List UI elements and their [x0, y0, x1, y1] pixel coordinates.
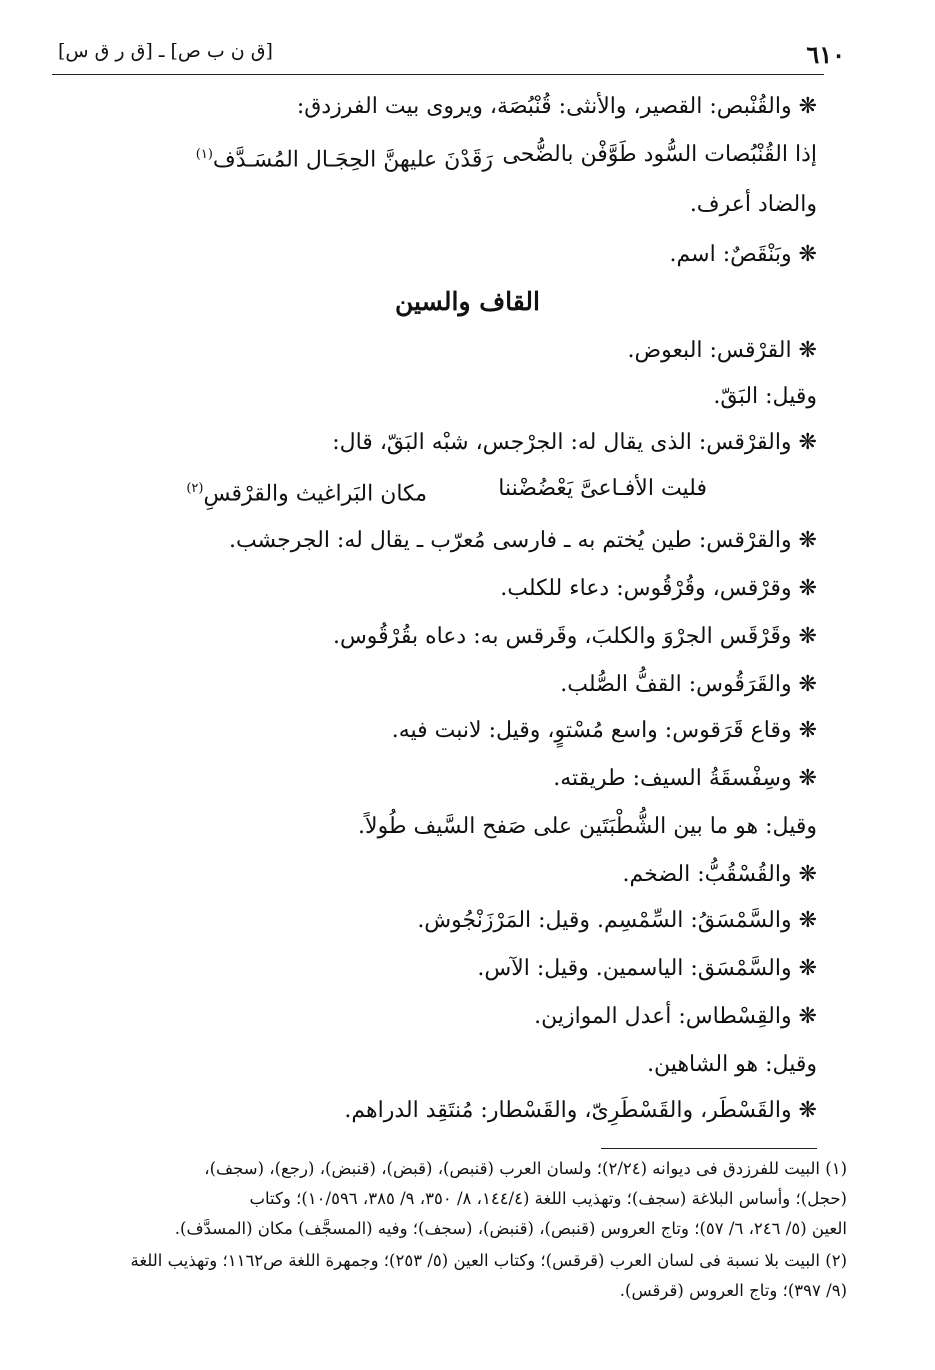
- footnote-1-line-2: (حجل)؛ وأساس البلاغة (سجف)؛ وتهذيب اللغة (١٤٤/٤، ٨/ ٣٥٠، ٩/ ٣٨٥، ١٠/٥٩٦)؛ وكتاب: [249, 1189, 847, 1208]
- section-heading: القاف والسين: [395, 287, 540, 316]
- verse-2-second-text: مكان البَراغيث والقرْقسِ: [203, 481, 427, 507]
- entry-qusqubb: ❋ والقُسْقُبُّ: الضخم.: [622, 862, 817, 887]
- footnote-1-line-3: العين (٥/ ٢٤٦، ٦/ ٥٧)؛ وتاج العروس (قنبص)، (قنبض)، (سجف)؛ وفيه (المسجَّف) مكان (المسدَّف).: [174, 1219, 847, 1238]
- entry-sifsiqa: ❋ وسِفْسقَةُ السيف: طريقته.: [553, 766, 817, 791]
- footnote-1-line-1: (١) البيت للفرزدق فى ديوانه (٢/٢٤)؛ ولسان العرب (قنبص)، (قبض)، (قنبض)، (رجع)، (سجف)،: [204, 1159, 847, 1178]
- running-title: [ق ن ب ص] ـ [ق ر ق س]: [58, 40, 273, 62]
- entry-qunbus: ❋ والقُنْبص: القصير، والأنثى: قُنْبُصَة، ويروى بيت الفرزدق:: [296, 94, 817, 119]
- footnote-marker-1: (١): [195, 147, 213, 162]
- entry-qirqis-1: ❋ القرْقس: البعوض.: [627, 338, 817, 363]
- footnote-2-line-1: (٢) البيت بلا نسبة فى لسان العرب (قرقس)؛ وكتاب العين (٥/ ٢٥٣)؛ وجمهرة اللغة ص١١٦٢؛ وتهذيب اللغة: [130, 1251, 847, 1270]
- entry-qaraqus: ❋ والقَرَقُوس: القفُّ الصُّلب.: [560, 672, 817, 697]
- entry-qistas-alt: وقيل: هو الشاهين.: [647, 1052, 817, 1077]
- entry-samsaq-2: ❋ والسَّمْسَق: الياسمين. وقيل: الآس.: [477, 956, 817, 981]
- header-rule: [52, 74, 824, 75]
- footnote-marker-2: (٢): [186, 481, 204, 496]
- page-number: ٦١٠: [806, 40, 845, 69]
- entry-qa-qaraqus: ❋ وقاع قَرَقوس: واسع مُسْتوٍ، وقيل: لانبت فيه.: [391, 718, 817, 743]
- entry-qarqasa: ❋ وقَرْقَس الجرْوَ والكلبَ، وقَرقس به: دعاه بقُرْقُوس.: [332, 624, 817, 649]
- verse-1-first-hemistich: إذا القُنْبُصات السُّود طَوَّفْن بالضُّحى: [502, 142, 817, 167]
- entry-banqas: ❋ وبَنْقَصٌ: اسم.: [669, 242, 817, 267]
- verse-2-first-hemistich: فليت الأفـاعىَّ يَعْضُضْننا: [498, 476, 707, 501]
- entry-qistas: ❋ والقِسْطاس: أعدل الموازين.: [534, 1004, 817, 1029]
- entry-samsaq-1: ❋ والسَّمْسَقُ: السِّمْسِم. وقيل: المَرْزَنْجُوش.: [417, 908, 817, 933]
- entry-qirqis-1-alt: وقيل: البَقّ.: [713, 384, 817, 409]
- entry-sifsiqa-alt: وقيل: هو ما بين الشُّطْبَتَين على صَفح السَّيف طُولاً.: [358, 814, 817, 839]
- verse-1-second-hemistich: [196, 140, 493, 175]
- entry-qirqis-3: ❋ والقرْقس: طين يُختم به ـ فارسى مُعرّب ـ يقال له: الجرجشب.: [228, 528, 817, 553]
- footnote-2-line-2: (٩/ ٣٩٧)؛ وتاج العروس (قرقس).: [619, 1281, 847, 1300]
- entry-qastar: ❋ والقَسْطَر، والقَسْطَرِىّ، والقَسْطار: مُنتَقِد الدراهم.: [344, 1098, 817, 1123]
- verse-2-second-hemistich: [186, 474, 427, 509]
- entry-qirqis-4: ❋ وقرْقس، وقُرْقُوس: دعاء للكلب.: [500, 576, 817, 601]
- footnote-rule: [601, 1148, 817, 1149]
- verse-1-second-text: رَقَدْنَ عليهنَّ الحِجَـال المُسَـدَّف: [212, 147, 493, 173]
- note-dad: والضاد أعرف.: [689, 192, 817, 217]
- entry-qirqis-2: ❋ والقرْقس: الذى يقال له: الجرْجس، شبْه البَقّ، قال:: [332, 430, 817, 455]
